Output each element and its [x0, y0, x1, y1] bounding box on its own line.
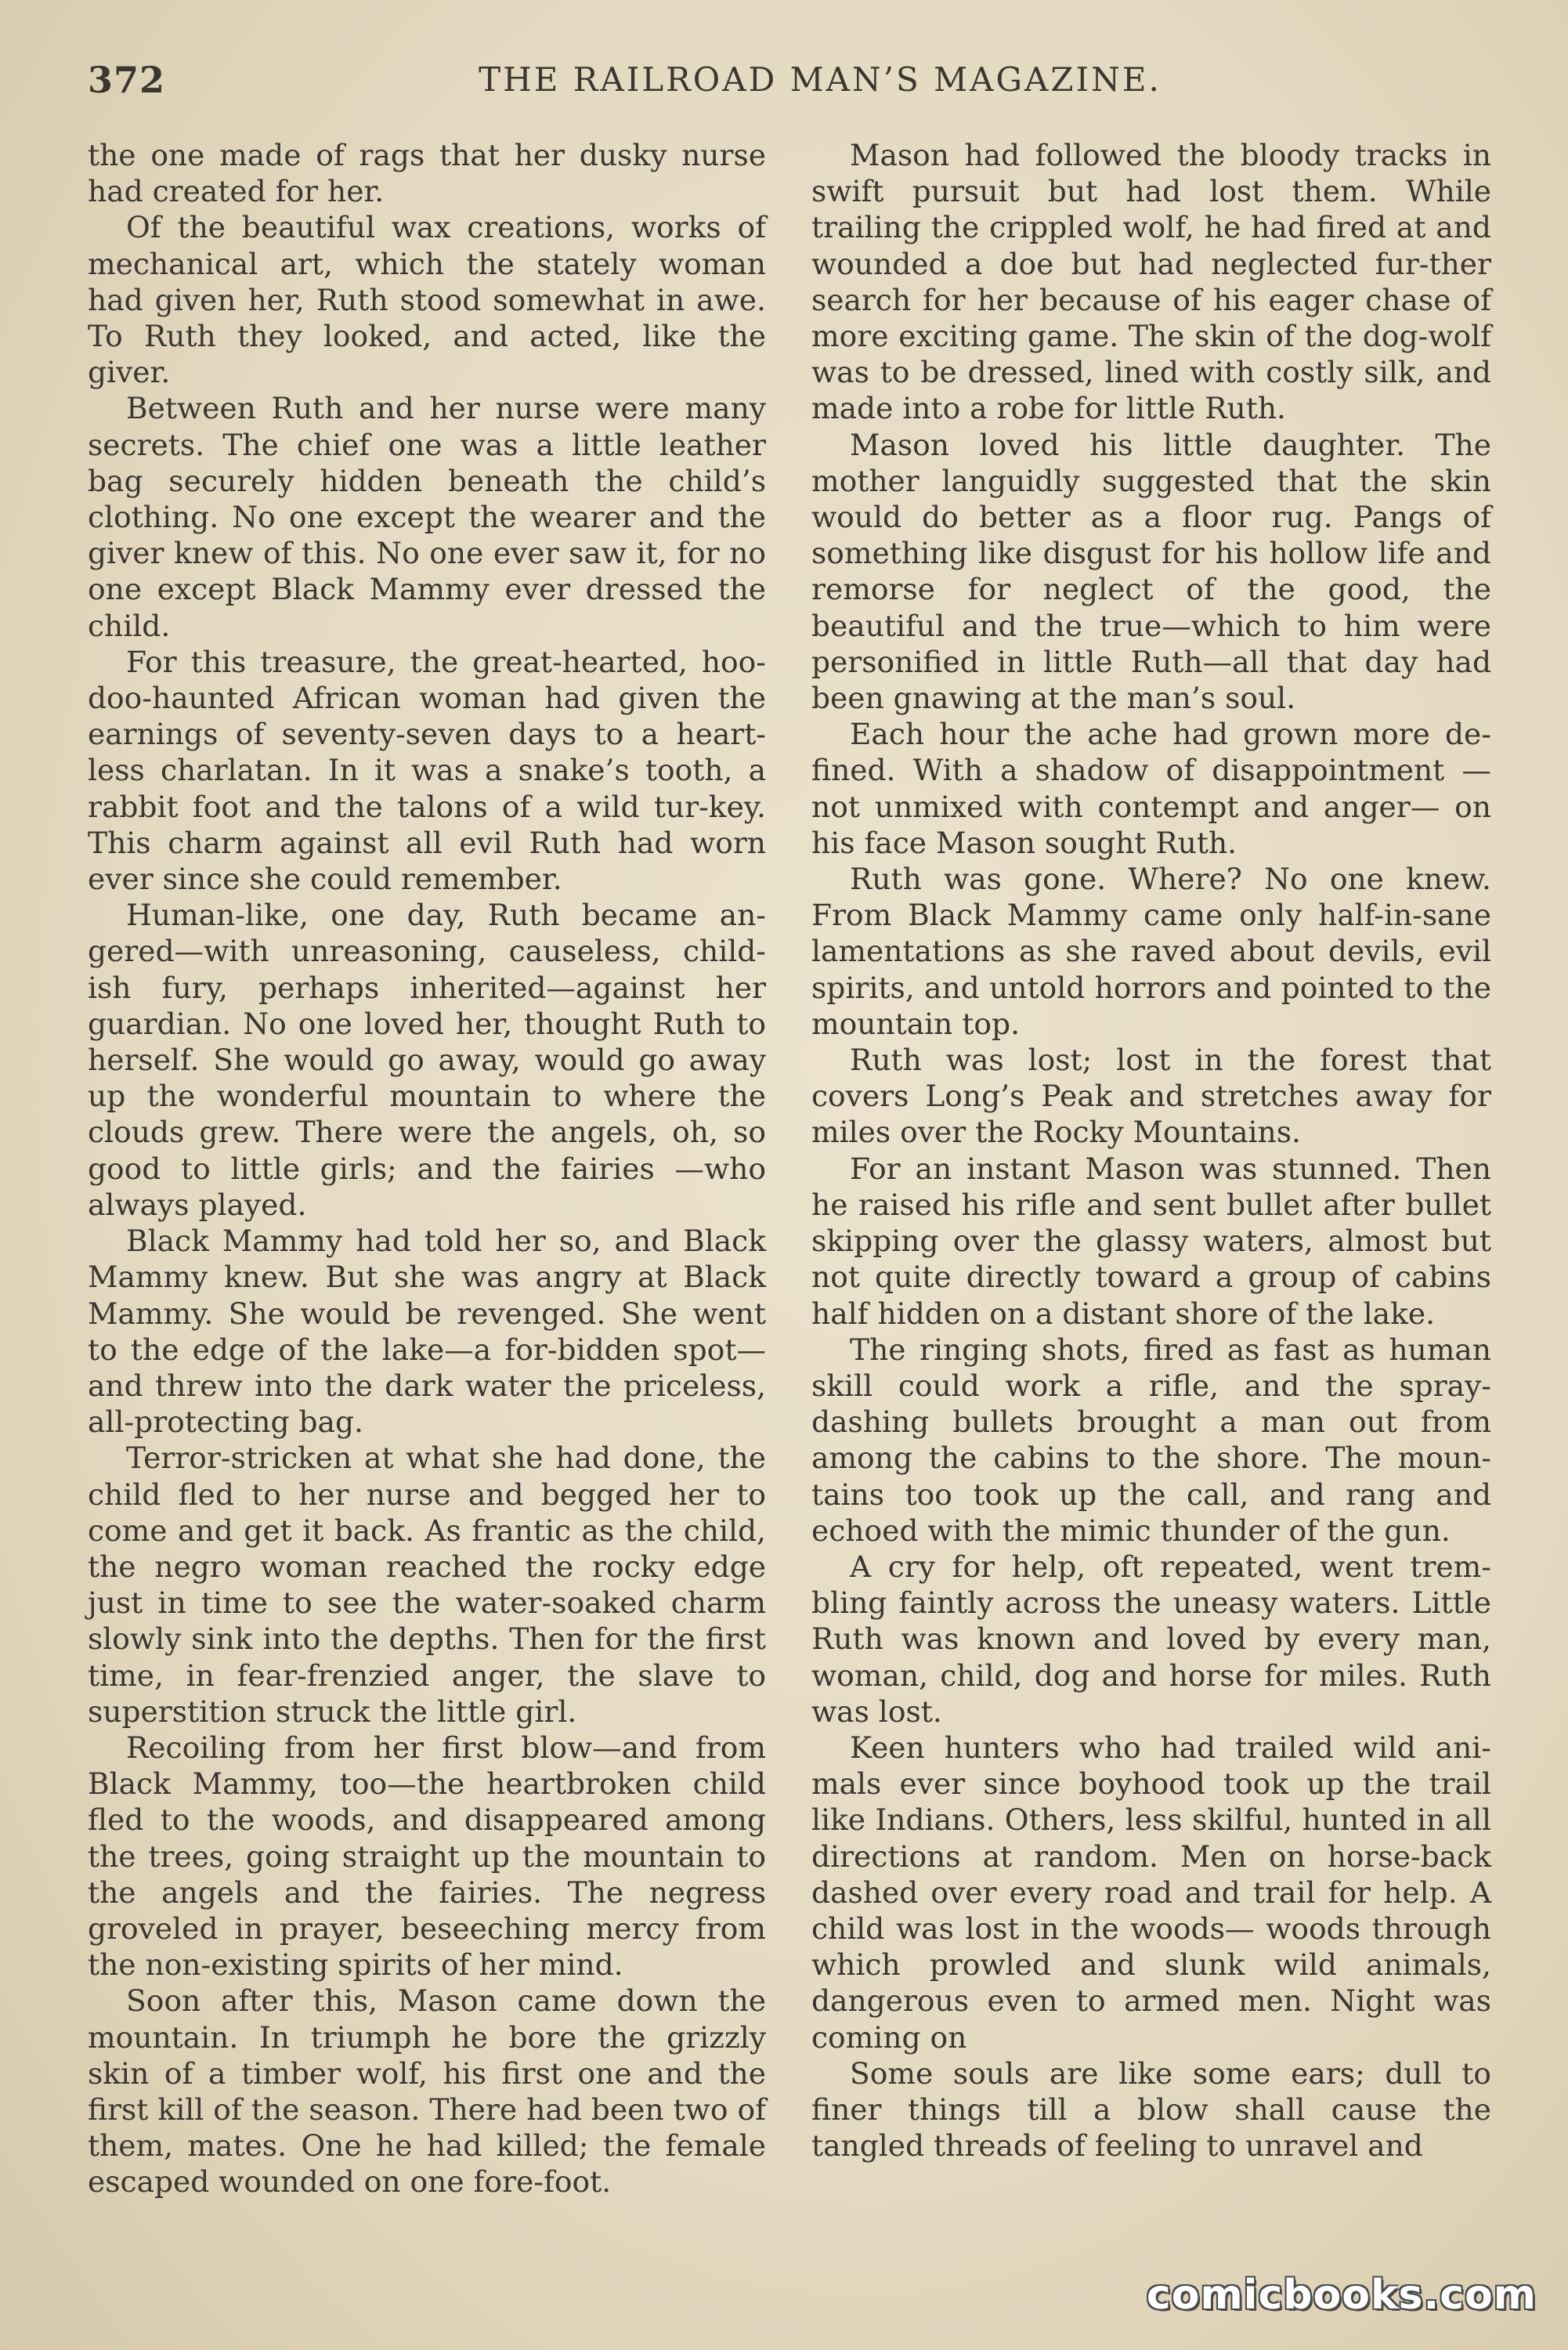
- paragraph: A cry for help, oft repeated, went trem-bling faintly across the uneasy waters. Little Ruth was known and loved by every man, woman, child, dog and horse for miles. Ruth was lost.: [811, 1549, 1491, 1729]
- left-column: [88, 137, 766, 2200]
- paragraph: Ruth was lost; lost in the forest that covers Long’s Peak and stretches away for miles over the Rocky Mountains.: [811, 1043, 1491, 1150]
- paragraph: The ringing shots, fired as fast as human skill could work a rifle, and the spray-dashing bullets brought a man out from among the cabins to the shore. The moun-tains too took up the call, and rang and echoed with the mimic thunder of the gun.: [811, 1332, 1491, 1548]
- paragraph: Ruth was gone. Where? No one knew. From Black Mammy came only half-in-sane lamentations as she raved about devils, evil spirits, and untold horrors and pointed to the mountain top.: [811, 862, 1491, 1041]
- paragraph: Between Ruth and her nurse were many secrets. The chief one was a little leather bag securely hidden beneath the child’s clothing. No one except the wearer and the giver knew of this. No one ever saw it, for no one except Black Mammy ever dressed the child.: [88, 391, 766, 643]
- paragraph: For this treasure, the great-hearted, hoo-doo-haunted African woman had given the earnings of seventy-seven days to a heart-less charlatan. In it was a snake’s tooth, a rabbit foot and the talons of a wild tur-key. This charm against all evil Ruth had worn ever since she could remember.: [88, 644, 766, 897]
- page-header: [88, 56, 1490, 103]
- paragraph: Black Mammy had told her so, and Black Mammy knew. But she was angry at Black Mammy. She would be revenged. She went to the edge of the lake—a for-bidden spot—and threw into the dark water the priceless, all-protecting bag.: [88, 1224, 766, 1440]
- paragraph: Terror-stricken at what she had done, the child fled to her nurse and begged her to come and get it back. As frantic as the child, the negro woman reached the rocky edge just in time to see the water-soaked charm slowly sink into the depths. Then for the first time, in fear-frenzied anger, the slave to superstition struck the little girl.: [88, 1441, 766, 1729]
- paragraph: Keen hunters who had trailed wild ani-mals ever since boyhood took up the trail like Indians. Others, less skilful, hunted in all directions at random. Men on horse-back dashed over every road and trail for help. A child was lost in the woods— woods through which prowled and slunk wild animals, dangerous even to armed men. Night was coming on: [811, 1730, 1491, 2055]
- paragraph: Mason loved his little daughter. The mother languidly suggested that the skin would do better as a floor rug. Pangs of something like disgust for his hollow life and remorse for neglect of the good, the beautiful and the true—which to him were personified in little Ruth—all that day had been gnawing at the man’s soul.: [811, 427, 1491, 716]
- paragraph: Soon after this, Mason came down the mountain. In triumph he bore the grizzly skin of a timber wolf, his first one and the first kill of the season. There had been two of them, mates. One he had killed; the female escaped wounded on one fore-foot.: [88, 1983, 766, 2200]
- right-column: [811, 137, 1491, 2164]
- paragraph: Each hour the ache had grown more de-fined. With a shadow of disappointment —not unmixed with contempt and anger— on his face Mason sought Ruth.: [811, 717, 1491, 860]
- paragraph: the one made of rags that her dusky nurse had created for her.: [88, 138, 766, 209]
- paragraph: Human-like, one day, Ruth became an-gered—with unreasoning, causeless, child-ish fury, perhaps inherited—against her guardian. No one loved her, thought Ruth to herself. She would go away, would go away up the wonderful mountain to where the clouds grew. There were the angels, oh, so good to little girls; and the fairies —who always played.: [88, 898, 766, 1222]
- paragraph: Some souls are like some ears; dull to finer things till a blow shall cause the tangled threads of feeling to unravel and: [811, 2055, 1491, 2164]
- paragraph: Recoiling from her first blow—and from Black Mammy, too—the heartbroken child fled to the woods, and disappeared among the trees, going straight up the mountain to the angels and the fairies. The negress groveled in prayer, beseeching mercy from the non-existing spirits of her mind.: [88, 1730, 766, 1983]
- page-number: 372: [88, 59, 166, 101]
- paragraph: For an instant Mason was stunned. Then he raised his rifle and sent bullet after bullet skipping over the glassy waters, almost but not quite directly toward a group of cabins half hidden on a distant shore of the lake.: [811, 1151, 1491, 1331]
- paragraph: Of the beautiful wax creations, works of mechanical art, which the stately woman had given her, Ruth stood somewhat in awe. To Ruth they looked, and acted, like the giver.: [88, 210, 766, 390]
- watermark: comicbooks.com: [1146, 2272, 1537, 2319]
- running-title: THE RAILROAD MAN’S MAGAZINE.: [479, 60, 1162, 99]
- paragraph: Mason had followed the bloody tracks in swift pursuit but had lost them. While trailing the crippled wolf, he had fired at and wounded a doe but had neglected fur-ther search for her because of his eager chase of more exciting game. The skin of the dog-wolf was to be dressed, lined with costly silk, and made into a robe for little Ruth.: [811, 138, 1491, 426]
